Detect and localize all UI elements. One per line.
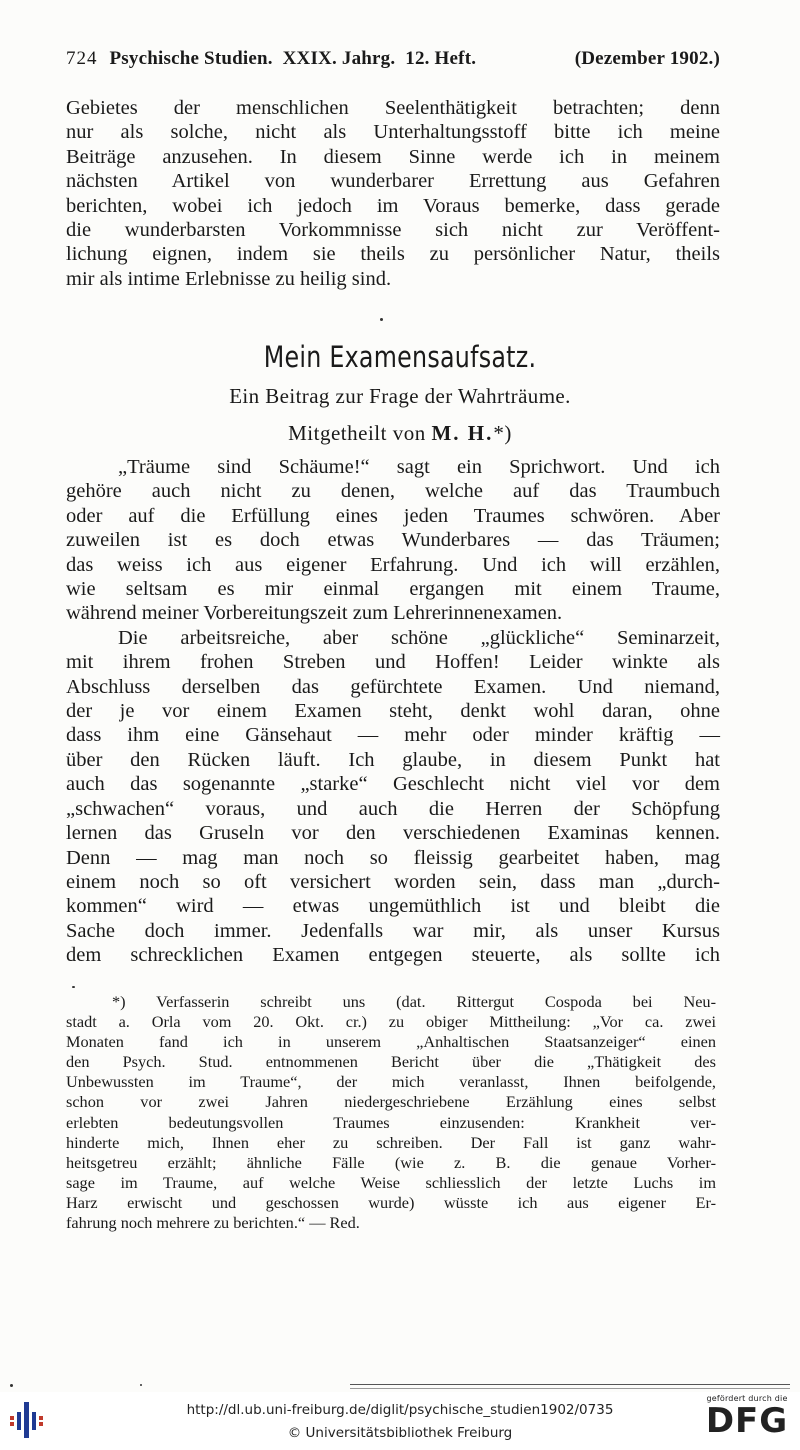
scan-speck — [140, 1384, 142, 1386]
author-initials: M. H. — [431, 421, 494, 445]
dfg-logo — [704, 1394, 790, 1448]
scan-speck — [10, 1384, 13, 1387]
main_lines-line: Denn — mag man noch so fleissig gearbeitet haben, mag — [66, 846, 720, 869]
intro_lines-line: Gebietes der menschlichen Seelenthätigkeit betrachten; denn — [66, 97, 720, 119]
page-edge-line — [350, 1388, 790, 1389]
footnote_lines-line: erlebten bedeutungsvollen Traumes einzusenden: Krankheit ver- — [66, 1112, 716, 1132]
main_lines-line: Sache doch immer. Jedenfalls war mir, als unser Kursus — [66, 919, 720, 942]
footnote_lines-line: den Psych. Stud. entnommenen Bericht über die „Thätigkeit des — [66, 1052, 716, 1072]
footnote_lines-line: heitsgetreu erzählt; ähnliche Fälle (wie z. B. die genaue Vorher- — [66, 1152, 716, 1172]
main_lines-line: einem noch so oft versichert worden sein, dass man „durch- — [66, 870, 720, 893]
footnote_lines-line: hinderte mich, Ihnen eher zu schreiben. Der Fall ist ganz wahr- — [66, 1132, 716, 1152]
main_lines-line: dass ihm eine Gänsehaut — mehr oder minder kräftig — — [66, 724, 720, 747]
intro_lines-line: nur als solche, nicht als Unterhaltungsstoff bitte ich meine — [66, 121, 720, 144]
page-edge-line — [350, 1384, 790, 1385]
running-head — [66, 48, 720, 70]
main_lines-line: der je vor einem Examen steht, denkt wohl daran, ohne — [66, 700, 720, 723]
intro_lines-line: lichung eignen, indem sie theils zu persönlicher Natur, theils — [66, 243, 720, 266]
issue-date: (Dezember 1902.) — [574, 48, 720, 69]
article-body — [66, 455, 720, 968]
footnote_lines-line: Harz erwischt und geschossen wurde) wüsste ich aus eigener Er- — [66, 1192, 716, 1212]
intro_lines-line: die wunderbarsten Vorkommnisse sich nicht zur Veröffent- — [66, 219, 720, 242]
dfg-tagline: gefördert durch die — [706, 1394, 788, 1403]
scan-speck — [72, 986, 75, 988]
main_lines-line: dem schrecklichen Examen entgegen steuerte, als sollte ich — [66, 944, 720, 967]
article-byline: Mitgetheilt von M. H.*) — [288, 421, 512, 445]
main_lines-line: zuweilen ist es doch etwas Wunderbares — das Träumen; — [66, 529, 720, 552]
journal-title: Psychische Studien. XXIX. Jahrg. 12. Heft. — [109, 48, 477, 69]
main_lines-line: gehöre auch nicht zu denen, welche auf das Traumbuch — [66, 480, 720, 503]
main_lines-line: Die arbeitsreiche, aber schöne „glückliche“ Seminarzeit, — [118, 626, 720, 649]
main_lines-line: oder auf die Erfüllung eines jeden Traumes schwören. Aber — [66, 504, 720, 527]
footnote — [66, 992, 716, 1233]
main_lines-line: lernen das Gruseln vor den verschiedenen Examinas kennen. — [66, 822, 720, 845]
main_lines-line: „schwachen“ voraus, und auch die Herren der Schöpfung — [66, 797, 720, 820]
main_lines-line: wie seltsam es mir einmal ergangen mit einem Traume, — [66, 578, 720, 601]
article-subtitle: Ein Beitrag zur Frage der Wahrträume. — [229, 384, 571, 408]
footnote_lines-line: sage im Traume, auf welche Weise schliesslich der letzte Luchs im — [66, 1172, 716, 1192]
copyright-notice: © Universitätsbibliothek Freiburg — [287, 1425, 513, 1441]
article-title: Mein Examensaufsatz. — [263, 340, 537, 374]
footnote_lines-line: stadt a. Orla vom 20. Okt. cr.) zu obiger Mittheilung: „Vor ca. zwei — [66, 1012, 716, 1032]
footnote_lines-line: fahrung noch mehrere zu berichten.“ — Red. — [66, 1213, 360, 1233]
main_lines-line: Abschluss derselben das gefürchtete Examen. Und niemand, — [66, 675, 720, 698]
intro_lines-line: mir als intime Erlebnisse zu heilig sind. — [66, 267, 392, 290]
main_lines-line: „Träume sind Schäume!“ sagt ein Sprichwort. Und ich — [118, 456, 720, 478]
dfg-wordmark: DFG — [705, 1401, 789, 1441]
main_lines-line: mit ihrem frohen Streben und Hoffen! Leider winkte als — [66, 651, 720, 674]
intro-paragraph — [66, 96, 720, 291]
footnote_lines-line: Unbewussten im Traume“, der mich veranlasst, Ihnen beifolgende, — [66, 1072, 716, 1092]
intro_lines-line: Beiträge anzusehen. In diesem Sinne werde ich in meinem — [66, 145, 720, 168]
viewer-footer — [0, 1392, 800, 1450]
main_lines-line: das weiss ich aus eigener Erfahrung. Und ich will erzählen, — [66, 553, 720, 576]
footnote_lines-line: schon vor zwei Jahren niedergeschriebene Erzählung eines selbst — [66, 1092, 716, 1112]
footnote_lines-line: *) Verfasserin schreibt uns (dat. Rittergut Cospoda bei Neu- — [112, 992, 716, 1011]
main_lines-line: kommen“ wird — etwas ungemüthlich ist und bleibt die — [66, 895, 720, 918]
intro_lines-line: berichten, wobei ich jedoch im Voraus bemerke, dass gerade — [66, 194, 720, 217]
main_lines-line: über den Rücken läuft. Ich glaube, in diesem Punkt hat — [66, 748, 720, 771]
scan-speck — [380, 318, 383, 321]
permalink-url[interactable]: http://dl.ub.uni-freiburg.de/diglit/psychische_studien1902/0735 — [186, 1402, 614, 1418]
main_lines-line: während meiner Vorbereitungszeit zum Lehrerinnenexamen. — [66, 602, 563, 625]
main_lines-line: auch das sogenannte „starke“ Geschlecht nicht viel vor dem — [66, 773, 720, 796]
footnote_lines-line: Monaten fand ich in unserem „Anhaltischen Staatsanzeiger“ einen — [66, 1032, 716, 1052]
intro_lines-line: nächsten Artikel von wunderbarer Errettung aus Gefahren — [66, 170, 720, 193]
page-number: 724 — [66, 48, 98, 69]
